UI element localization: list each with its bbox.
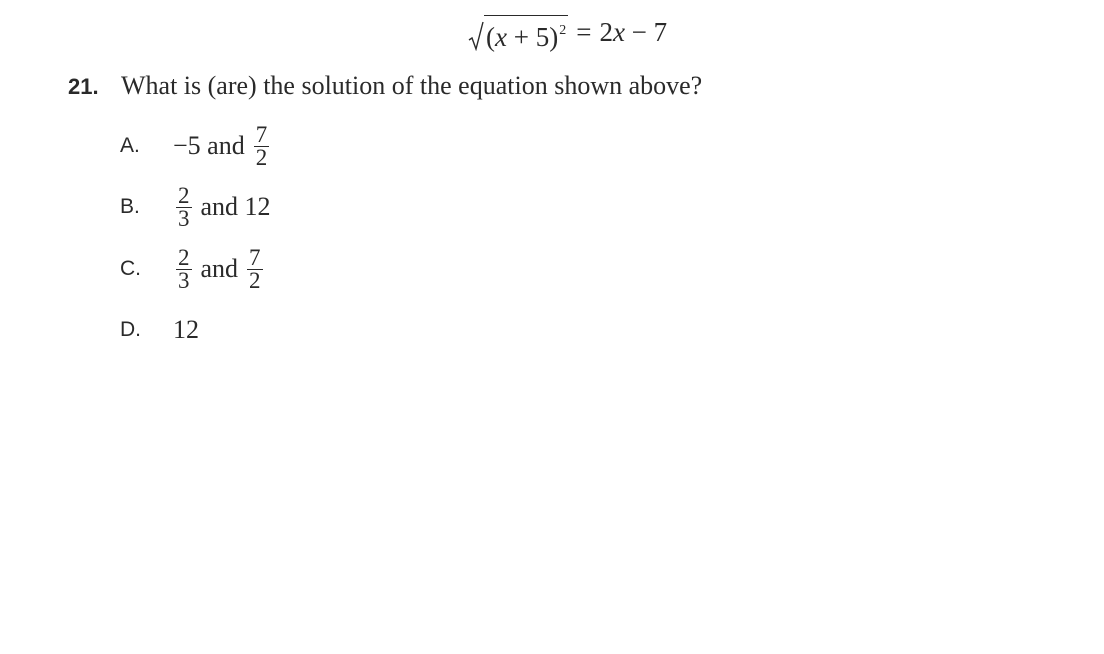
variable-x: x (495, 21, 507, 52)
numerator: 2 (178, 182, 190, 208)
denominator: 2 (249, 267, 261, 293)
fraction (176, 244, 192, 293)
denominator: 3 (178, 267, 190, 293)
equation (468, 12, 667, 52)
equals-sign: = (576, 16, 592, 47)
choice-d[interactable] (120, 304, 199, 356)
denominator: 3 (178, 205, 190, 231)
plus-term: + 5) (506, 21, 559, 52)
fraction (176, 182, 192, 231)
choice-b[interactable] (120, 181, 271, 233)
rhs-expression (599, 17, 667, 48)
rhs-coefficient: 2 (599, 16, 613, 47)
numerator: 7 (249, 244, 261, 270)
choice-content (173, 121, 272, 170)
rhs-rest: − 7 (624, 16, 668, 47)
denominator: 2 (255, 144, 268, 170)
choice-text: 12 (173, 315, 199, 344)
radicand (484, 15, 568, 51)
choice-letter: C. (120, 257, 141, 280)
choice-text: −5 and (173, 131, 245, 160)
choice-content (173, 182, 271, 231)
rhs-variable: x (612, 16, 625, 47)
radical-sign-icon (468, 21, 484, 51)
choice-text: and (200, 254, 239, 283)
choice-text: and 12 (200, 192, 271, 221)
choice-letter: D. (120, 318, 141, 341)
question-number: 21. (68, 74, 99, 99)
choice-letter: B. (120, 195, 140, 218)
numerator: 7 (255, 121, 268, 147)
choice-letter: A. (120, 134, 140, 157)
fraction (254, 121, 270, 170)
open-paren: ( (486, 21, 495, 52)
square-root-expression (468, 14, 568, 51)
exponent: 2 (559, 22, 567, 38)
question-text: What is (are) the solution of the equation shown above? (121, 71, 703, 100)
choice-a[interactable] (120, 120, 272, 172)
choice-content (173, 244, 266, 293)
fraction (247, 244, 263, 293)
numerator: 2 (178, 244, 190, 270)
choice-content (173, 315, 199, 345)
choice-c[interactable] (120, 243, 266, 295)
